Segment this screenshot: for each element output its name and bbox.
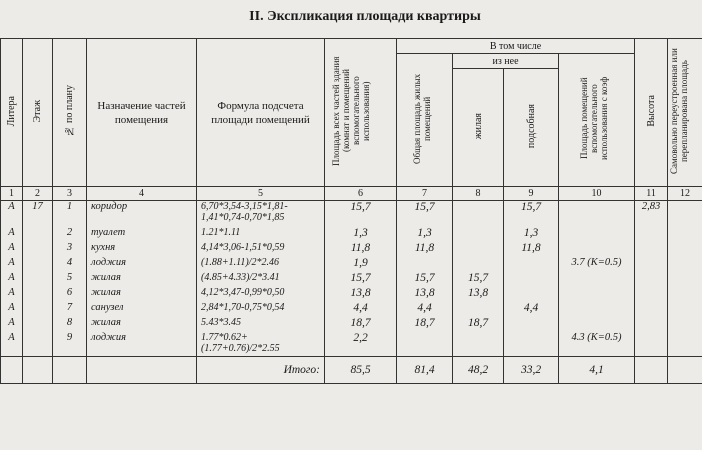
cell-podsobnaya (504, 257, 559, 272)
cell-nomer: 3 (53, 242, 87, 257)
cell-podsobnaya: 4,4 (504, 302, 559, 317)
cell-vysota (635, 272, 668, 287)
cell-zhilaya (453, 257, 504, 272)
cell-litera: А (1, 201, 23, 228)
cell-obshchaya: 11,8 (397, 242, 453, 257)
cell-naznachenie: лоджия (87, 257, 197, 272)
cell-etazh (23, 272, 53, 287)
cell-vspomog (559, 302, 635, 317)
cell-formula: (1.88+1.11)/2*2.46 (197, 257, 325, 272)
cell-formula: 4,12*3,47-0,99*0,50 (197, 287, 325, 302)
cell-zhilaya (453, 227, 504, 242)
cell-samovolno (668, 287, 702, 302)
total-obshchaya: 81,4 (397, 357, 453, 384)
cell-nomer: 4 (53, 257, 87, 272)
cell-naznachenie: лоджия (87, 332, 197, 357)
cell-vspomog (559, 317, 635, 332)
header-vspomog: Площадь помещений вспомогательного использования с коэф (559, 54, 635, 187)
header-v-tom-chisle: В том числе (397, 39, 635, 54)
cell-litera: А (1, 242, 23, 257)
cell-obshchaya (397, 332, 453, 357)
cell-vysota (635, 242, 668, 257)
cell-formula: 4,14*3,06-1,51*0,59 (197, 242, 325, 257)
cell-vspomog: 4.3 (К=0.5) (559, 332, 635, 357)
cell-naznachenie: туалет (87, 227, 197, 242)
header-vysota: Высота (635, 39, 668, 187)
header-samovolno: Самовольно переустроенная или перепланирована площадь (668, 39, 702, 187)
cell-formula: 5.43*3.45 (197, 317, 325, 332)
cell-nomer: 7 (53, 302, 87, 317)
table-row (1, 332, 702, 357)
cell-zhilaya (453, 332, 504, 357)
cell-formula: 1.21*1.11 (197, 227, 325, 242)
cell-vysota (635, 287, 668, 302)
cell-litera: А (1, 287, 23, 302)
cell-zhilaya (453, 242, 504, 257)
cell-obshchaya: 15,7 (397, 201, 453, 228)
cell-obshchaya: 4,4 (397, 302, 453, 317)
document-title: II. Экспликация площади квартиры (249, 9, 481, 24)
header-etazh: Этаж (23, 39, 53, 187)
cell-obshchaya (397, 257, 453, 272)
header-iz-nee: из нее (453, 54, 559, 69)
total-vspomog: 4,1 (559, 357, 635, 384)
cell-vseh: 18,7 (325, 317, 397, 332)
cell-naznachenie: жилая (87, 272, 197, 287)
cell-vysota: 2,83 (635, 201, 668, 228)
cell-samovolno (668, 317, 702, 332)
cell-formula: 6,70*3,54-3,15*1,81-1,41*0,74-0,70*1,85 (197, 201, 325, 228)
cell-vseh: 1,3 (325, 227, 397, 242)
cell-vseh: 11,8 (325, 242, 397, 257)
cell-litera: А (1, 272, 23, 287)
cell-formula: 2,84*1,70-0,75*0,54 (197, 302, 325, 317)
cell-vseh: 4,4 (325, 302, 397, 317)
total-vseh: 85,5 (325, 357, 397, 384)
cell-podsobnaya (504, 332, 559, 357)
header-ploshchad-vseh: Площадь всех частей здания (комнат и помещений вспомогательного использования) (325, 39, 397, 187)
cell-vysota (635, 302, 668, 317)
cell-vspomog (559, 242, 635, 257)
table-row (1, 272, 702, 287)
cell-vysota (635, 257, 668, 272)
total-row (1, 357, 702, 384)
cell-litera: А (1, 227, 23, 242)
cell-podsobnaya: 1,3 (504, 227, 559, 242)
cell-podsobnaya (504, 287, 559, 302)
cell-vseh: 2,2 (325, 332, 397, 357)
table-row (1, 302, 702, 317)
total-label: Итого: (197, 357, 325, 384)
cell-nomer: 1 (53, 201, 87, 228)
table-row (1, 242, 702, 257)
cell-obshchaya: 18,7 (397, 317, 453, 332)
total-podsobnaya: 33,2 (504, 357, 559, 384)
table-row (1, 317, 702, 332)
cell-litera: А (1, 257, 23, 272)
cell-naznachenie: кухня (87, 242, 197, 257)
cell-vseh: 15,7 (325, 201, 397, 228)
cell-nomer: 8 (53, 317, 87, 332)
cell-vspomog (559, 272, 635, 287)
cell-obshchaya: 13,8 (397, 287, 453, 302)
cell-etazh (23, 317, 53, 332)
cell-samovolno (668, 227, 702, 242)
cell-podsobnaya (504, 272, 559, 287)
cell-vysota (635, 332, 668, 357)
table-row (1, 227, 702, 242)
header-litera: Литера (1, 39, 23, 187)
cell-podsobnaya: 15,7 (504, 201, 559, 228)
cell-zhilaya: 15,7 (453, 272, 504, 287)
cell-nomer: 5 (53, 272, 87, 287)
cell-nomer: 9 (53, 332, 87, 357)
header-zhilaya: жилая (453, 69, 504, 187)
table-row (1, 287, 702, 302)
cell-samovolno (668, 242, 702, 257)
cell-samovolno (668, 272, 702, 287)
cell-samovolno (668, 201, 702, 228)
header-formula: Формула подсчета площади помещений (197, 39, 325, 187)
cell-podsobnaya: 11,8 (504, 242, 559, 257)
header-naznachenie: Назначение частей помещения (87, 39, 197, 187)
cell-etazh (23, 302, 53, 317)
header-obshchaya: Общая площадь жилых помещений (397, 54, 453, 187)
cell-vysota (635, 317, 668, 332)
cell-zhilaya: 13,8 (453, 287, 504, 302)
cell-samovolno (668, 257, 702, 272)
cell-formula: 1.77*0.62+(1.77+0.76)/2*2.55 (197, 332, 325, 357)
cell-etazh (23, 257, 53, 272)
cell-etazh (23, 242, 53, 257)
total-zhilaya: 48,2 (453, 357, 504, 384)
header-nomer: № по плану (53, 39, 87, 187)
cell-nomer: 2 (53, 227, 87, 242)
cell-vseh: 1,9 (325, 257, 397, 272)
cell-naznachenie: жилая (87, 317, 197, 332)
cell-nomer: 6 (53, 287, 87, 302)
cell-vspomog (559, 227, 635, 242)
cell-etazh: 17 (23, 201, 53, 228)
explication-table (0, 38, 702, 384)
cell-zhilaya (453, 302, 504, 317)
cell-litera: А (1, 332, 23, 357)
cell-etazh (23, 287, 53, 302)
cell-vspomog (559, 287, 635, 302)
cell-litera: А (1, 317, 23, 332)
cell-naznachenie: коридор (87, 201, 197, 228)
column-number-row: 1 2 3 4 5 6 7 8 9 10 11 12 (1, 187, 702, 201)
cell-vspomog (559, 201, 635, 228)
cell-vysota (635, 227, 668, 242)
cell-vseh: 13,8 (325, 287, 397, 302)
cell-podsobnaya (504, 317, 559, 332)
cell-zhilaya (453, 201, 504, 228)
cell-samovolno (668, 302, 702, 317)
cell-formula: (4.85+4.33)/2*3.41 (197, 272, 325, 287)
header-podsobnaya: подсобная (504, 69, 559, 187)
table-body (1, 201, 702, 357)
cell-samovolno (668, 332, 702, 357)
cell-etazh (23, 332, 53, 357)
cell-obshchaya: 1,3 (397, 227, 453, 242)
cell-vspomog: 3.7 (К=0.5) (559, 257, 635, 272)
table-row (1, 257, 702, 272)
cell-zhilaya: 18,7 (453, 317, 504, 332)
table-row (1, 201, 702, 228)
cell-obshchaya: 15,7 (397, 272, 453, 287)
cell-litera: А (1, 302, 23, 317)
cell-naznachenie: жилая (87, 287, 197, 302)
cell-vseh: 15,7 (325, 272, 397, 287)
cell-etazh (23, 227, 53, 242)
cell-naznachenie: санузел (87, 302, 197, 317)
